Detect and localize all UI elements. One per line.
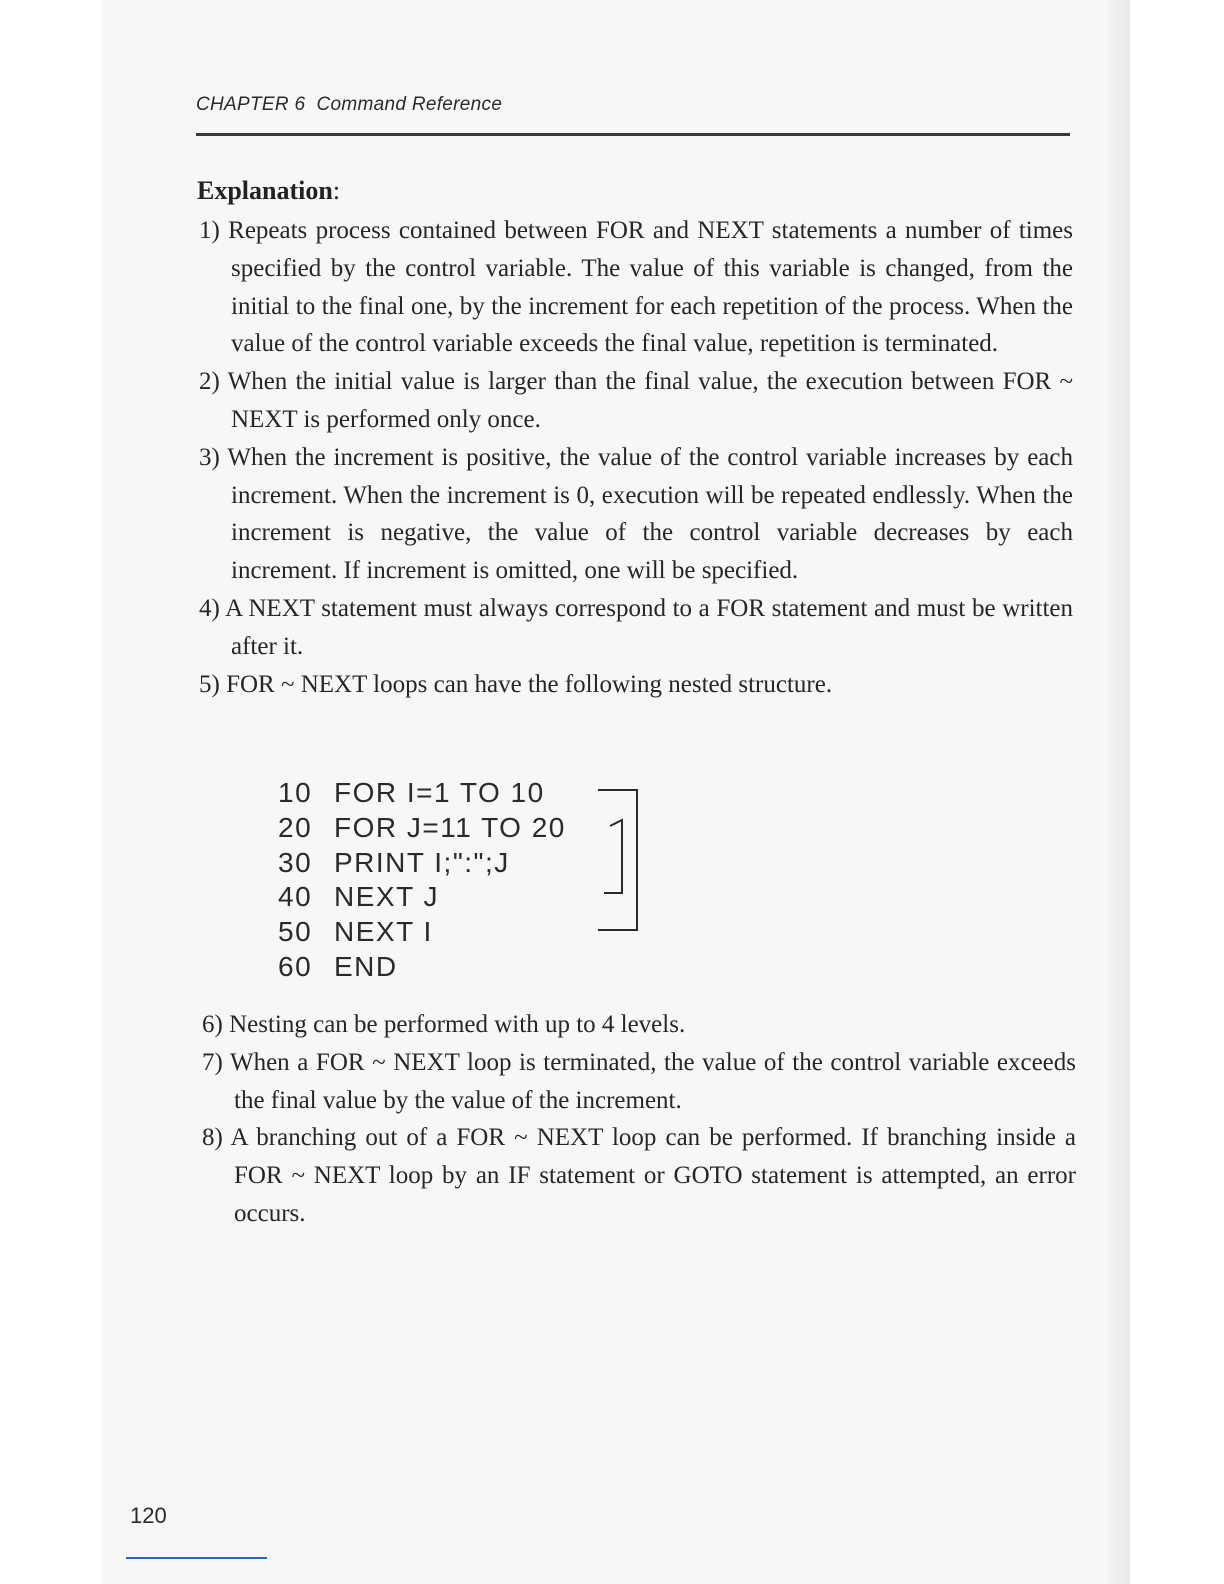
explanation-list xyxy=(199,212,1073,703)
list-item-5 xyxy=(199,666,1073,704)
item-number: 7) xyxy=(202,1048,223,1076)
code-line xyxy=(278,776,566,811)
code-line xyxy=(278,915,566,950)
item-number: 5) xyxy=(199,670,220,698)
section-heading xyxy=(197,176,340,206)
code-line xyxy=(278,950,566,985)
running-header xyxy=(196,94,502,116)
line-number: 20 xyxy=(278,811,313,843)
item-number: 6) xyxy=(202,1011,223,1038)
list-item-7 xyxy=(202,1044,1076,1120)
item-text: FOR ~ NEXT loops can have the following nested structure. xyxy=(226,670,833,698)
item-text: A NEXT statement must always correspond to a FOR statement and must be written after it. xyxy=(225,594,1074,660)
item-text: A branching out of a FOR ~ NEXT loop can be performed. If branching inside a FOR ~ NEXT loop by an IF statement or GOTO statement is attempted, an error occurs. xyxy=(230,1124,1077,1227)
line-number: 60 xyxy=(278,950,313,982)
item-text: When a FOR ~ NEXT loop is terminated, the value of the control variable exceeds the final value by the value of the increment. xyxy=(229,1048,1076,1114)
list-item-3 xyxy=(199,439,1073,590)
code-statement: PRINT I;":";J xyxy=(334,846,510,878)
chapter-title: Command Reference xyxy=(316,94,503,115)
page-edge-shadow xyxy=(1108,0,1130,1584)
explanation-list-continued xyxy=(202,1006,1076,1233)
code-statement: FOR J=11 TO 20 xyxy=(334,811,566,843)
line-number: 30 xyxy=(278,846,313,878)
section-heading-text: Explanation xyxy=(197,176,333,205)
code-line xyxy=(278,880,566,915)
code-statement: NEXT I xyxy=(334,916,433,948)
item-number: 8) xyxy=(202,1124,223,1152)
list-item-6 xyxy=(202,1006,1076,1044)
code-line xyxy=(278,846,566,881)
line-number: 50 xyxy=(278,916,313,948)
item-number: 2) xyxy=(199,368,220,396)
item-text: Repeats process contained between FOR and NEXT statements a number of times specified by the control variable. The value of this variable is changed, from the initial to the final one, by the increment for each repetition of the process. When the value of the control variable exceeds the final value, repetition is terminated. xyxy=(228,217,1073,358)
header-rule xyxy=(196,133,1070,136)
list-item-8 xyxy=(202,1119,1076,1232)
item-text: Nesting can be performed with up to 4 levels. xyxy=(229,1011,686,1038)
list-item-4 xyxy=(199,590,1073,666)
item-number: 4) xyxy=(199,594,220,622)
list-item-1 xyxy=(199,212,1073,363)
item-number: 3) xyxy=(199,443,220,471)
footer-rule xyxy=(126,1557,267,1559)
section-heading-colon: : xyxy=(332,176,341,205)
code-statement: NEXT J xyxy=(334,881,439,913)
code-listing xyxy=(278,776,566,985)
code-line xyxy=(278,811,566,846)
line-number: 40 xyxy=(278,881,313,913)
chapter-label: CHAPTER 6 xyxy=(196,94,306,115)
item-text: When the increment is positive, the value of the control variable increases by each increment. When the increment is 0, execution will be repeated endlessly. When the increment is negative, the value of the control variable decreases by each increment. If increment is omitted, one will be specified. xyxy=(227,443,1073,585)
code-statement: END xyxy=(334,950,398,982)
code-statement: FOR I=1 TO 10 xyxy=(334,777,545,808)
line-number: 10 xyxy=(278,777,313,808)
page-number: 120 xyxy=(130,1503,167,1528)
item-text: When the initial value is larger than the final value, the execution between FOR ~ NEXT is performed only once. xyxy=(227,368,1073,433)
item-number: 1) xyxy=(199,217,220,244)
list-item-2 xyxy=(199,363,1073,439)
